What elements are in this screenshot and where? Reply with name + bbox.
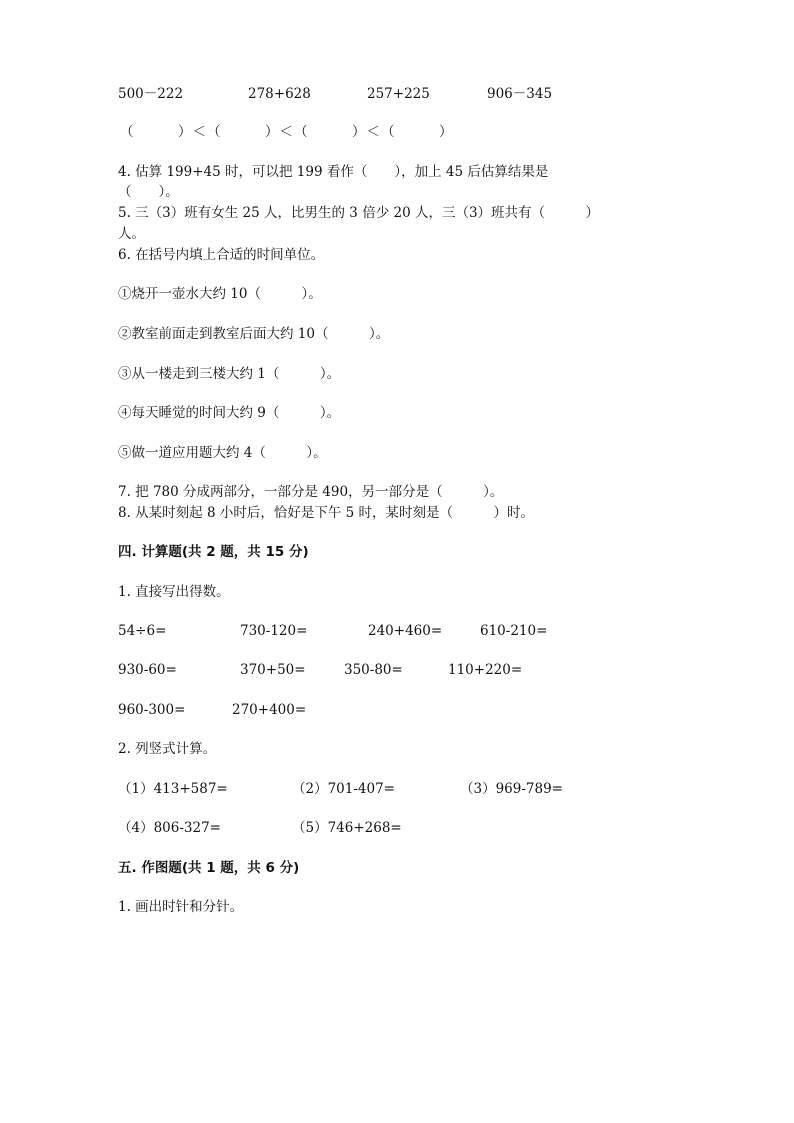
question-6-item-4: ④每天睡觉的时间大约 9（ ）。 [118,405,341,421]
vertical-calc-item: （1）413+587= [118,781,228,797]
calc-item: 350-80= [344,662,403,678]
expression-4: 906－345 [487,86,553,102]
question-6-item-1: ①烧开一壶水大约 10（ ）。 [118,286,322,302]
vertical-calc-item: （2）701-407= [292,781,395,797]
expression-1: 500－222 [118,86,184,102]
question-5-line1: 5. 三（3）班有女生 25 人，比男生的 3 倍少 20 人，三（3）班共有（ ） [118,205,600,221]
section-4-question-2-title: 2. 列竖式计算。 [118,741,217,757]
question-4-line2: （ ）。 [118,184,179,200]
calc-item: 270+400= [232,702,307,718]
calc-item: 930-60= [118,662,177,678]
question-7: 7. 把 780 分成两部分，一部分是 490，另一部分是（ ）。 [118,484,504,500]
calc-item: 370+50= [240,662,306,678]
section-4-title: 四. 计算题(共 2 题，共 15 分) [118,544,309,560]
vertical-calc-item: （4）806-327= [118,820,221,836]
calc-item: 240+460= [368,623,443,639]
calc-item: 54÷6= [118,623,167,639]
expression-2: 278+628 [248,86,311,102]
expression-3: 257+225 [367,86,430,102]
question-5-line2: 人。 [118,226,145,242]
compare-blanks: （ ）＜（ ）＜（ ）＜（ ） [120,124,454,140]
question-8: 8. 从某时刻起 8 小时后，恰好是下午 5 时，某时刻是（ ）时。 [118,505,535,521]
section-5-question-1-title: 1. 画出时针和分针。 [118,899,244,915]
vertical-calc-item: （3）969-789= [460,781,563,797]
question-6-title: 6. 在括号内填上合适的时间单位。 [118,247,325,263]
calc-item: 960-300= [118,702,186,718]
calc-item: 730-120= [240,623,308,639]
question-6-item-5: ⑤做一道应用题大约 4（ ）。 [118,445,327,461]
question-6-item-3: ③从一楼走到三楼大约 1（ ）。 [118,366,341,382]
section-4-question-1-title: 1. 直接写出得数。 [118,584,230,600]
calc-item: 610-210= [480,623,548,639]
vertical-calc-item: （5）746+268= [292,820,402,836]
question-6-item-2: ②教室前面走到教室后面大约 10（ ）。 [118,326,390,342]
section-5-title: 五. 作图题(共 1 题，共 6 分) [118,860,300,876]
question-4-line1: 4. 估算 199+45 时，可以把 199 看作（ ），加上 45 后估算结果是 [118,164,549,180]
calc-item: 110+220= [448,662,523,678]
